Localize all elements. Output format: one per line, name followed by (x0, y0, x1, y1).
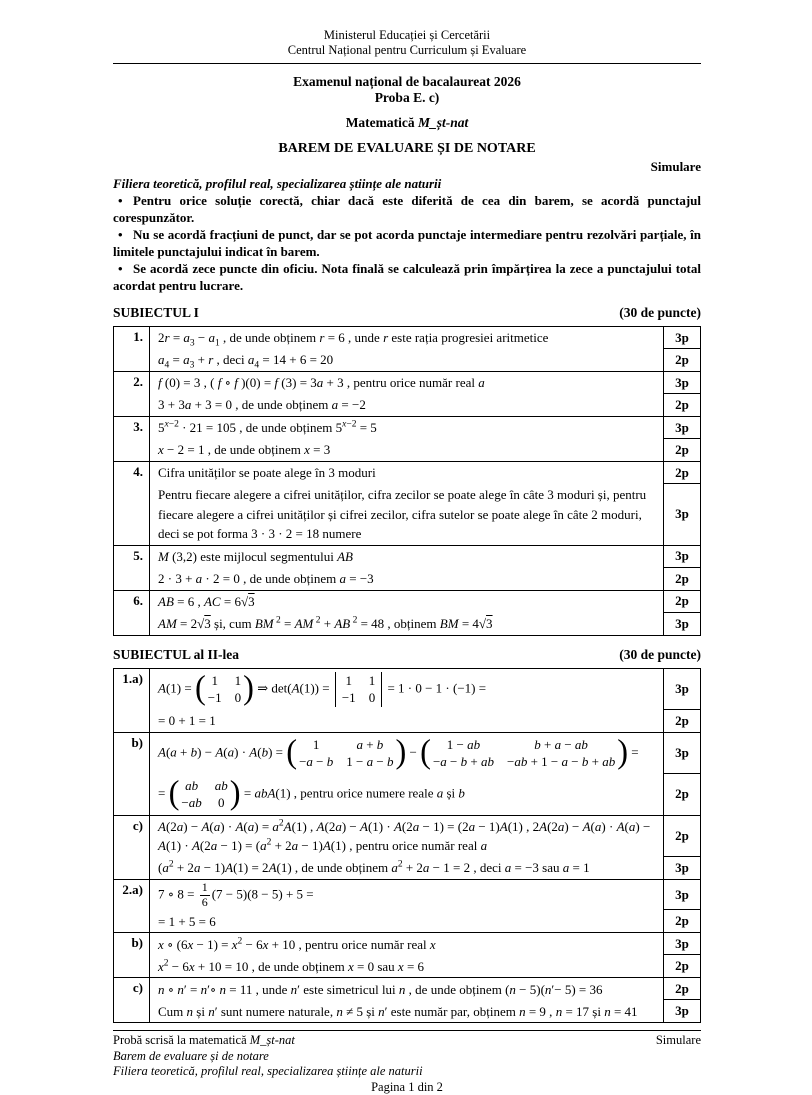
task-solution (150, 933, 663, 955)
scoring-line (150, 910, 700, 932)
instruction-item (113, 193, 701, 226)
points-cell: 3p (663, 417, 700, 439)
points-cell: 2p (663, 774, 700, 815)
solution-text: Pentru fiecare alegere a cifrei unităților, cifra zecilor se poate alege în câte 3 moduri și, pentru fiecare alegere a cifrei unităților și cifrei zecilor, cifra sutelor se poate alege în câte 2 moduri, deci se pot forma 3 · 3 · 2 = 18 numere (158, 487, 647, 541)
bullet-marker: • (118, 261, 123, 276)
scoring-line (150, 880, 700, 911)
org-header (113, 28, 701, 58)
task-lines (150, 733, 700, 815)
points-cell: 2p (663, 955, 700, 977)
solution-text: $(a^2 + 2a - 1)A(1) = 2A(1)$ , de unde obținem $a^2 + 2a - 1 = 2$ , deci a = −3 sau a = 1 (158, 859, 590, 876)
task-number: b) (114, 733, 150, 815)
solution-text: Cum n și n′ sunt numere naturale, n ≠ 5 și n′ este număr par, obținem n = 9 , n = 17 și n = 41 (158, 1003, 638, 1019)
subject-code: M_șt-nat (418, 115, 469, 130)
scoring-line (150, 733, 700, 774)
points-cell: 2p (663, 568, 700, 590)
section-1-points: (30 de puncte) (619, 305, 701, 320)
org-line-1: Ministerul Educației și Cercetării (323, 28, 491, 42)
points-cell: 2p (663, 439, 700, 461)
scoring-line (150, 857, 700, 879)
task-lines (150, 816, 700, 879)
task-solution (150, 349, 663, 371)
solution-text: x ∘ $(6x - 1) = x^2 - 6x + 10$ , pentru orice număr real x (158, 936, 436, 952)
solution-text: A(1) = ( 1 1 −1 0 ) ⇒ det(A(1)) = 1 1 −1 0 = 1 · 0 − 1 · (−1) = (158, 669, 487, 708)
scoring-line (150, 349, 700, 371)
footer-simulare: Simulare (655, 1033, 701, 1048)
instruction-item (113, 227, 701, 260)
scoring-line (150, 462, 700, 484)
subject-line (113, 115, 701, 131)
points-cell: 2p (663, 462, 700, 484)
scoring-line (150, 439, 700, 461)
solution-text: $5^{x-2} \cdot 21 = 105$ , de unde obținem $5^{x-2} = 5$ (158, 419, 377, 436)
task-solution (150, 710, 663, 732)
exam-proba: Proba E. c) (374, 90, 440, 105)
solution-text: Cifra unităților se poate alege în 3 moduri (158, 465, 376, 481)
solution-text: = 1 + 5 = 6 (158, 913, 216, 929)
scoring-line (150, 372, 700, 394)
task-number: 1.a) (114, 669, 150, 732)
solution-text: n ∘ n′ = n′∘ n = 11 , unde n′ este simetricul lui n , de unde obținem (n − 5)(n′− 5) = 36 (158, 981, 603, 997)
scoring-line (150, 955, 700, 977)
points-cell: 3p (663, 857, 700, 879)
task-lines (150, 880, 700, 933)
task-solution (150, 816, 663, 857)
scoring-line (150, 669, 700, 710)
solution-text: AM = 2√3 și, cum BM $^2$ = AM $^2$ + AB $^2$ = 48 , obținem BM = 4√3 (158, 615, 493, 631)
table-row (114, 816, 700, 880)
org-line-2: Centrul Național pentru Curriculum și Evaluare (287, 43, 527, 57)
solution-text: AB = 6 , AC = 6√3 (158, 593, 255, 609)
table-row (114, 669, 700, 733)
solution-text: M (3,2) este mijlocul segmentului AB (158, 548, 353, 564)
task-lines (150, 591, 700, 635)
scoring-line (150, 774, 700, 815)
task-solution (150, 327, 663, 349)
scoring-line (150, 613, 700, 635)
solution-text: 2 · 3 + a · 2 = 0 , de unde obținem a = −3 (158, 570, 374, 586)
task-solution (150, 978, 663, 1000)
task-number: c) (114, 978, 150, 1022)
footer-subject-code: M_șt-nat (249, 1033, 295, 1048)
points-cell: 3p (663, 484, 700, 545)
solution-text: $x^2 - 6x + 10 = 10$ , de unde obținem x = 0 sau x = 6 (158, 958, 425, 974)
points-cell: 3p (663, 669, 700, 710)
task-solution (150, 484, 663, 545)
solution-text: = 0 + 1 = 1 (158, 712, 216, 728)
task-solution (150, 394, 663, 416)
task-solution (150, 733, 663, 774)
table-row (114, 591, 700, 635)
points-cell: 3p (663, 1000, 700, 1022)
footer-proba (113, 1033, 295, 1049)
task-number: 2.a) (114, 880, 150, 933)
instruction-item (113, 261, 701, 294)
table-row (114, 733, 700, 816)
scoring-line (150, 978, 700, 1000)
task-solution (150, 439, 663, 461)
simulare-label: Simulare (650, 159, 701, 174)
scoring-line (150, 546, 700, 568)
instructions-list (113, 193, 701, 294)
scoring-line (150, 417, 700, 439)
task-number: 2. (114, 372, 150, 416)
task-solution (150, 774, 663, 815)
points-cell: 3p (663, 733, 700, 774)
table-row (114, 417, 700, 462)
scoring-line (150, 394, 700, 416)
task-lines (150, 372, 700, 416)
table-row (114, 327, 700, 372)
table-row (114, 978, 700, 1022)
footer-line-3: Filiera teoretică, profilul real, specializarea științe ale naturii (113, 1064, 423, 1079)
task-solution (150, 1000, 663, 1022)
points-cell: 2p (663, 978, 700, 1000)
solution-text: x − 2 = 1 , de unde obținem x = 3 (158, 442, 331, 458)
points-cell: 2p (663, 591, 700, 613)
points-cell: 2p (663, 349, 700, 371)
points-cell: 2p (663, 816, 700, 857)
filiera-line: Filiera teoretică, profilul real, specializarea științe ale naturii (113, 176, 442, 191)
footer-line-1 (113, 1033, 701, 1049)
scoring-line (150, 591, 700, 613)
solution-text: $2r = a_3 - a_1$ , de unde obținem r = 6 , unde r este rația progresiei aritmetice (158, 330, 549, 349)
task-solution (150, 372, 663, 394)
footer-page-number: Pagina 1 din 2 (371, 1079, 443, 1094)
section-2-points: (30 de puncte) (619, 646, 701, 662)
task-solution (150, 462, 663, 484)
task-solution (150, 910, 663, 932)
task-solution (150, 955, 663, 977)
solution-text: $a_4 = a_3 + r$ , deci $a_4 = 14 + 6 = 20$ (158, 352, 334, 371)
task-number: b) (114, 933, 150, 977)
task-solution (150, 613, 663, 635)
points-cell: 3p (663, 327, 700, 349)
section-1-title: SUBIECTUL I (113, 305, 199, 320)
instruction-text: Pentru orice soluție corectă, chiar dacă este diferită de cea din barem, se acordă punctajul corespunzător. (113, 193, 701, 225)
section-1-heading (113, 305, 701, 321)
task-number: 6. (114, 591, 150, 635)
barem-title: BAREM DE EVALUARE ȘI DE NOTARE (278, 141, 536, 156)
task-solution (150, 591, 663, 613)
points-cell: 2p (663, 710, 700, 732)
section-2-table (113, 668, 701, 1024)
subject-label: Matematică (345, 115, 415, 130)
table-row (114, 546, 700, 591)
task-solution (150, 546, 663, 568)
page-footer (113, 1030, 701, 1095)
task-lines (150, 669, 700, 732)
footer-proba-text: Probă scrisă la matematică (113, 1033, 247, 1048)
task-solution (150, 669, 663, 710)
scoring-line (150, 1000, 700, 1022)
points-cell: 3p (663, 933, 700, 955)
section-2-heading (113, 647, 701, 663)
scoring-line (150, 933, 700, 955)
solution-text: 7 ∘ 8 = $\frac{1}{6}$ (7 − 5)(8 − 5) + 5 = (158, 879, 314, 909)
scoring-line (150, 710, 700, 732)
instruction-text: Se acordă zece puncte din oficiu. Nota finală se calculează prin împărțirea la zece a punctajului total acordat pentru lucrare. (113, 261, 701, 293)
scoring-line (150, 568, 700, 590)
task-lines (150, 327, 700, 371)
task-solution (150, 417, 663, 439)
task-lines (150, 546, 700, 590)
bullet-marker: • (118, 227, 123, 242)
solution-text: f (0) = 3 , ( f ∘ f )(0) = f (3) = 3a + 3 , pentru orice număr real a (158, 375, 485, 391)
task-lines (150, 978, 700, 1022)
solution-text: $A(2a) - A(a) \cdot A(a) = a^2A(1)$ , A(2a) − A(1) · A(2a − 1) = (2a − 1)A(1) , $2A(2a) - A(a) \cdot A(a) - A(1) \cdot A(2a - 1) = (a^2 + 2a - 1)A(1)$ , pentru orice număr real a (158, 818, 651, 854)
exam-title: Examenul național de bacalaureat 2026 (293, 74, 521, 89)
table-row (114, 933, 700, 978)
table-row (114, 880, 700, 934)
points-cell: 3p (663, 372, 700, 394)
task-lines (150, 462, 700, 545)
solution-text: 3 + 3a + 3 = 0 , de unde obținem a = −2 (158, 397, 366, 413)
exam-title-block (113, 74, 701, 106)
table-row (114, 372, 700, 417)
scoring-line (150, 327, 700, 349)
bullet-marker: • (118, 193, 123, 208)
task-number: 1. (114, 327, 150, 371)
task-number: 4. (114, 462, 150, 545)
solution-text: A(a + b) − A(a) · A(b) = ( 1 a + b −a − b 1 − a − b ) − ( 1 − ab b + a − ab −a − b + ab −ab + 1 − a − b + ab ) = (158, 733, 639, 772)
points-cell: 3p (663, 546, 700, 568)
points-cell: 3p (663, 613, 700, 635)
points-cell: 2p (663, 910, 700, 932)
points-cell: 3p (663, 880, 700, 911)
points-cell: 2p (663, 394, 700, 416)
task-number: c) (114, 816, 150, 879)
instruction-text: Nu se acordă fracțiuni de punct, dar se pot acorda punctaje intermediare pentru rezolvări parțiale, în limitele punctajului indicat în barem. (113, 227, 701, 259)
scoring-line (150, 484, 700, 545)
task-number: 5. (114, 546, 150, 590)
section-2-title: SUBIECTUL al II-lea (113, 646, 240, 662)
section-1-table (113, 326, 701, 636)
footer-line-2: Barem de evaluare și de notare (113, 1048, 269, 1063)
task-solution (150, 857, 663, 879)
scoring-line (150, 816, 700, 857)
table-row (114, 462, 700, 546)
task-lines (150, 933, 700, 977)
task-lines (150, 417, 700, 461)
task-solution (150, 568, 663, 590)
task-number: 3. (114, 417, 150, 461)
header-rule (113, 63, 701, 64)
solution-text: = ( ab ab −ab 0 ) = abA(1) , pentru orice numere reale a și b (158, 774, 465, 813)
task-solution (150, 880, 663, 911)
